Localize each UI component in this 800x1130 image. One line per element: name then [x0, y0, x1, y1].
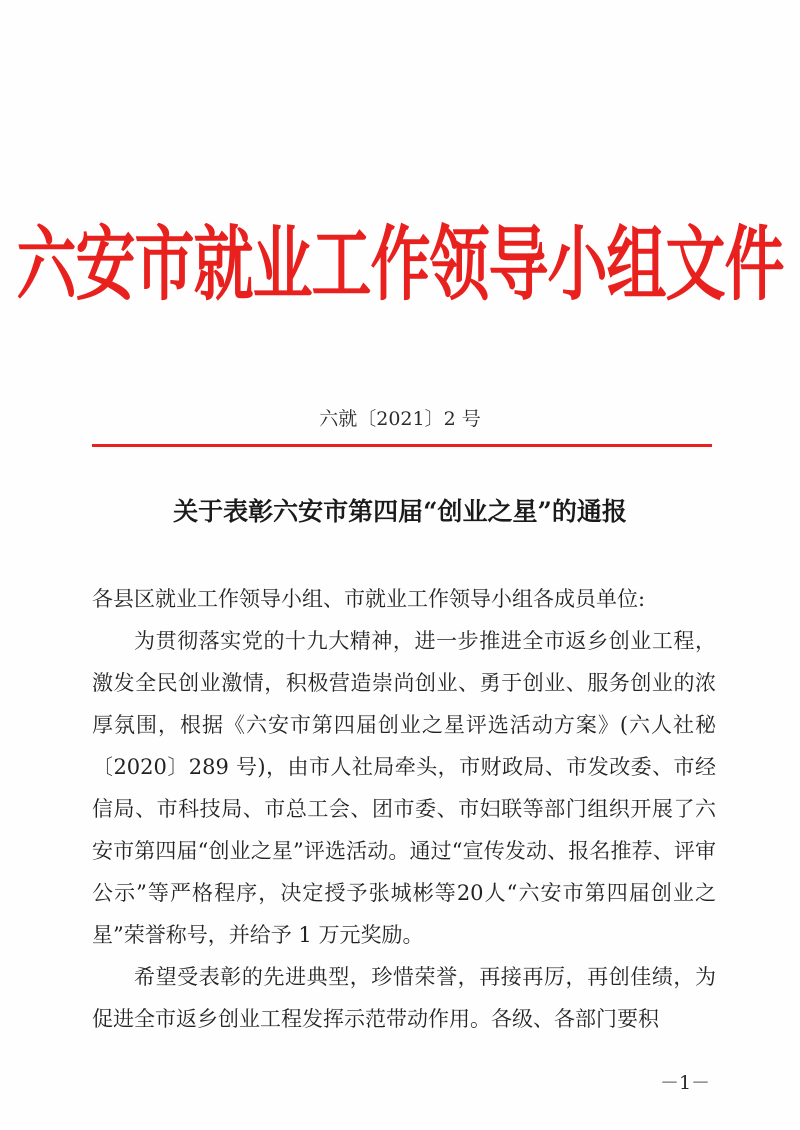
red-divider-line — [92, 444, 712, 447]
page-number: －1－ — [659, 1072, 711, 1094]
body-paragraph-2: 希望受表彰的先进典型，珍惜荣誉，再接再厉，再创佳绩，为促进全市返乡创业工程发挥示范带动作用。各级、各部门要积 — [92, 965, 716, 1031]
document-number: 六就〔2021〕2 号 — [319, 408, 481, 430]
document-header-title: 六安市就业工作领导小组文件 — [16, 218, 784, 313]
salutation: 各县区就业工作领导小组、市就业工作领导小组各成员单位: — [92, 587, 646, 611]
body-paragraph-1: 为贯彻落实党的十九大精神，进一步推进全市返乡创业工程，激发全民创业激情，积极营造崇尚创业、勇于创业、服务创业的浓厚氛围，根据《六安市第四届创业之星评选活动方案》(六人社秘〔2020〕289 号)，由市人社局牵头，市财政局、市发改委、市经信局、市科技局、市总工会、团市委、市妇联等部门组织开展了六安市第四届“创业之星”评选活动。通过“宣传发动、报名推荐、评审公示”等严格程序，决定授予张城彬等20人“六安市第四届创业之星”荣誉称号，并给予 1 万元奖励。 — [92, 629, 716, 947]
document-body — [92, 578, 716, 1040]
document-subject: 关于表彰六安市第四届“创业之星”的通报 — [173, 497, 627, 526]
